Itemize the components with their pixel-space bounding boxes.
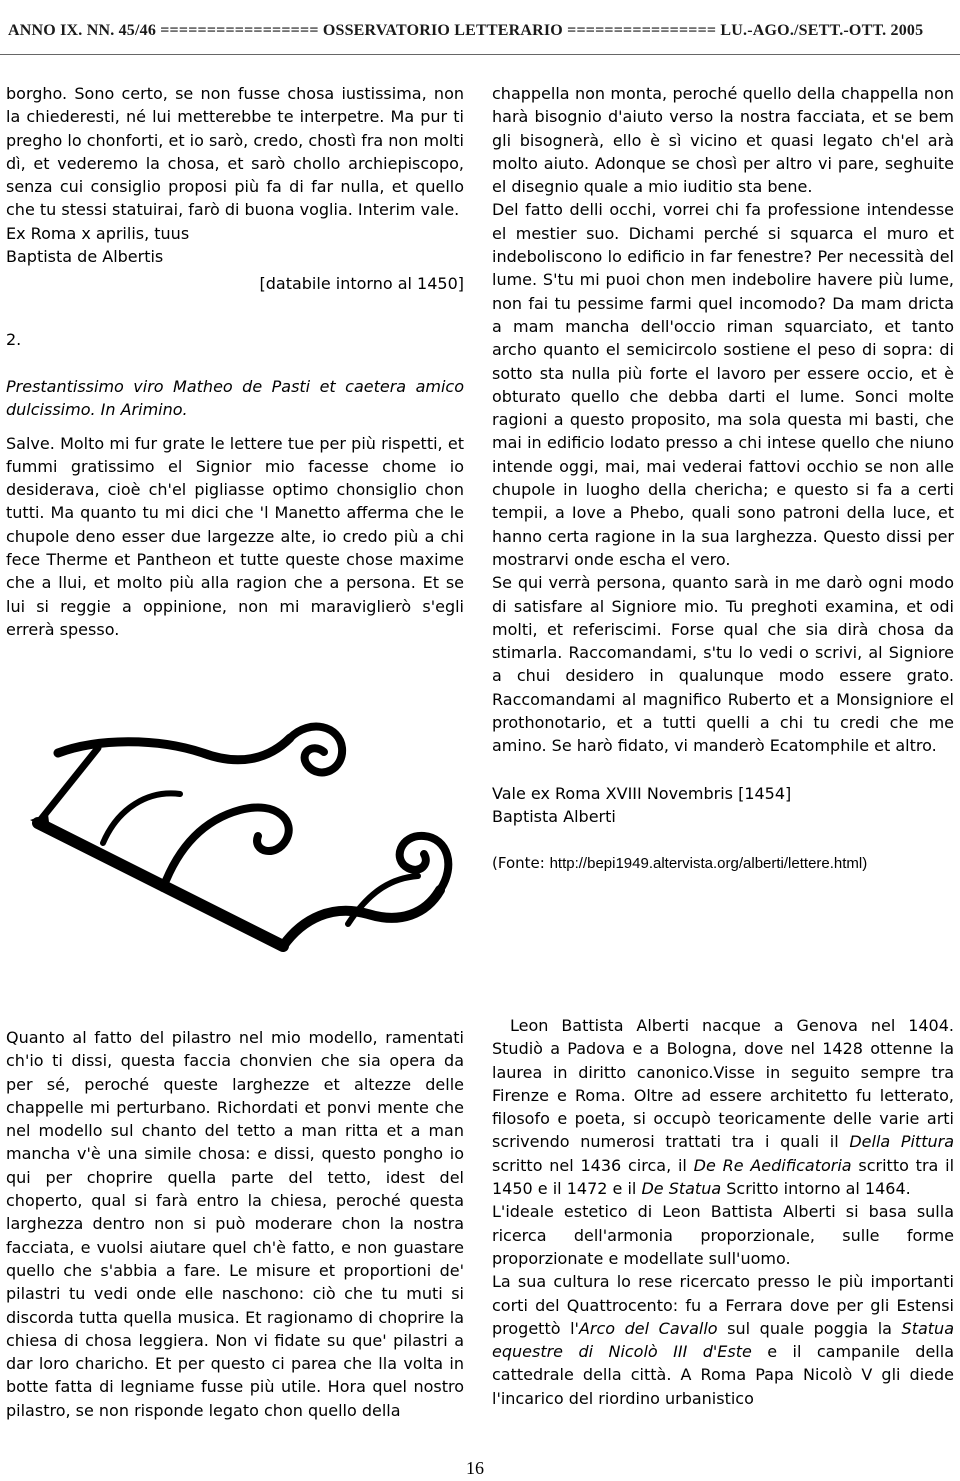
bio-text-2: scritto nel 1436 circa, il <box>492 1155 687 1175</box>
bio-text-3: scritto tra il 1450 e il 1472 e il <box>492 1155 955 1199</box>
ornament-illustration <box>28 718 468 968</box>
letter-2-number: 2. <box>6 329 22 349</box>
letter-1-signature: Baptista de Albertis <box>6 247 164 267</box>
work-title-statua-equestre: Statua equestre di Nicolò III d'Este <box>492 1318 954 1362</box>
bottom-right-column <box>492 1014 954 1410</box>
letter-2-closing-line: Vale ex Roma XVIII Novembris [1454] <box>492 783 792 803</box>
letter-1-closing-paragraph: borgho. Sono certo, se non fusse chosa iustissima, non la chiederesti, né lui metterebbe te interpetre. Ma pur ti pregho lo chonforti, et io sarò, credo, chostì fra non molti dì, et vederemo la chosa, et sarò chollo archiepiscopo, senza cui consiglio proposi più fa di far nulla, et quello che tu stessi statuirai, farò di buona voglia. Interim vale. <box>6 84 464 220</box>
bottom-left-column <box>6 1026 464 1422</box>
work-title-de-statua: De Statua <box>641 1179 722 1199</box>
page-header <box>0 0 960 56</box>
letter-body-paragraph: Quanto al fatto del pilastro nel mio modello, ramentati ch'io ti dissi, questa faccia chonvien che sia opera da per sé, peroché queste larghezze et altezze delle chappelle mi perturbano. Richordati et ponvi mente che nel modello sul chanto del tetto a man ritta et a man mancha v'è una simile chosa: e dissi, questo pongho io qui per choprire quella parte del tetto, idest del choperto, qual si farà entro la chiesa, peroché questa larghezza dentro non si può moderare chon la nostra facciata, e vuolsi aiutare quel ch'è fatto, e non guastare quello che s'abbia a fare. Le misure et proportioni de' pilastri tu vedi onde elle naschono: ciò che tu muti si discorda tutta quella musica. Et ragionamo di choprire la chiesa di chosa leggiera. Non vi fidate su que' pilastri a dar loro charicho. Et per questo ci parea che lla volta in botte fatta di legniame fusse più utile. Hora quel nostro pilastro, se non risponde legato chon quello della <box>6 1028 464 1420</box>
bio-text-6: sul quale poggia la <box>727 1318 892 1338</box>
letter-2-address: Prestantissimo viro Matheo de Pasti et caetera amico dulcissimo. In Arimino. <box>6 376 464 420</box>
letter-1-date-note: [databile intorno al 1450] <box>259 274 464 294</box>
bio-text-5: La sua cultura lo rese ricercato presso le più importanti corti del Quattrocento: fu a Ferrara dove per gli Estensi progettò l' <box>492 1272 954 1338</box>
bio-text-7: e il campanile della cattedrale della città. A Roma Papa Nicolò V gli diede l'incarico del riordino urbanistico <box>492 1342 954 1408</box>
page-number: 16 <box>466 1458 484 1478</box>
letter-2-continuation-1: chappella non monta, peroché quello della chappella non harà bisognio d'aiuto verso la nostra facciata, et se bem gli bisognerà, ello è sì vicino et quasi legato ch'el arà molto aiuto. Adonque se chosì per altro vi pare, seghuite el disegnio quale a mio iuditio sta bene. <box>492 84 954 197</box>
letter-2-continuation-2: Del fatto delli occhi, vorrei chi fa professione intendesse el mestier suo. Dichami perché si squarca el muro et indeboliscono lo edificio in far fenestre? Per necessità del lume. S'tu mi puoi chon men indebolire havere più lume, non fai tu pessime farmi quel incomodo? Da mam dricta a mam mancha dell'occio riman squarciato, et tanto archo quanto el semicircolo sostiene el peso di sopra: di sotto sta nulla più forte el lavoro per essere occio, et è obturato quello che debba darti el lume. Sonci molte ragioni a questo proposito, ma sola questa mi basti, che mai in edificio lodato presso a chi intese quello che niuno intende oggi, mai, mai vederai fattovi occhio se non alle chupole in luogho della chericha; e questo si fa a certi tempii, a Iove a Phebo, quali sono patroni della luce, et hanno certa ragione in la sua larghezza. Questo dissi per mostrarvi onde escha el vero. <box>492 200 954 569</box>
bio-text-1: Leon Battista Alberti nacque a Genova nel 1404. Studiò a Padova e a Bologna, dove nel 1428 ottenne la laurea in diritto canonico.Visse in seguito sempre tra Firenze e Roma. Oltre ad essere architetto fu letterato, filosofo e poeta, si occupò teoricamente delle varie arti scrivendo numerosi trattati tra i quali il <box>492 1016 954 1152</box>
source-url[interactable]: http://bepi1949.altervista.org/alberti/lettere.html) <box>549 855 868 873</box>
biography-paragraph-1 <box>492 1014 954 1200</box>
biography-paragraph-2: L'ideale estetico di Leon Battista Alberti si basa sulla ricerca dell'armonia proporzionale, sulle forme proporzionate e modellate sull'uomo. <box>492 1202 954 1268</box>
work-title-arco-del-cavallo: Arco del Cavallo <box>578 1318 718 1338</box>
biography-paragraph-3 <box>492 1270 954 1410</box>
letter-2-signature: Baptista Alberti <box>492 806 616 826</box>
top-left-column <box>6 82 464 641</box>
letter-2-continuation-3: Se qui verrà persona, quanto sarà in me darò ogni modo di satisfare al Signiore mio. Tu preghoti examina, et odi molti, et referiscimi. Forse qual che sia dirà chosa da stimarla. Raccomandami, s'tu lo vedi o scrivi, al Signiore a chui desidero in qualunque modo essere grato. Raccomandami al magnifico Ruberto et a Monsigniore el prothonotario, et a tutti quelli a chi tu credi che me amino. Se harò fidato, vi manderò Ecatomphile et altro. <box>492 573 954 756</box>
header-rule <box>0 54 960 55</box>
bio-text-4: Scritto intorno al 1464. <box>726 1179 911 1199</box>
top-right-column <box>492 82 954 876</box>
source-citation <box>492 852 954 875</box>
header-text: ANNO IX. NN. 45/46 ================= OSSERVATORIO LETTERARIO ================ LU.-AGO./SETT.-OTT. 2005 <box>8 22 924 39</box>
work-title-della-pittura: Della Pittura <box>849 1132 954 1152</box>
letter-1-place-line: Ex Roma x aprilis, tuus <box>6 223 190 243</box>
work-title-de-re-aedificatoria: De Re Aedificatoria <box>693 1155 852 1175</box>
letter-2-body: Salve. Molto mi fur grate le lettere tue per più rispetti, et fummi gratissimo el Signior mio facesse chome io desiderava, cioè ch'el pigliasse optimo chonsiglio chon tutti. Ma quanto tu mi dici che 'l Manetto afferma che le chupole deno esser due largezze alte, io credo più a chi fece Therme et Pantheon et tutte queste chose maxime che a llui, et molto più alla ragion che a persona. Et se lui si reggie a oppinione, non mi maraviglierò s'egli errerà spesso. <box>6 433 464 639</box>
source-prefix: (Fonte: <box>492 854 545 873</box>
